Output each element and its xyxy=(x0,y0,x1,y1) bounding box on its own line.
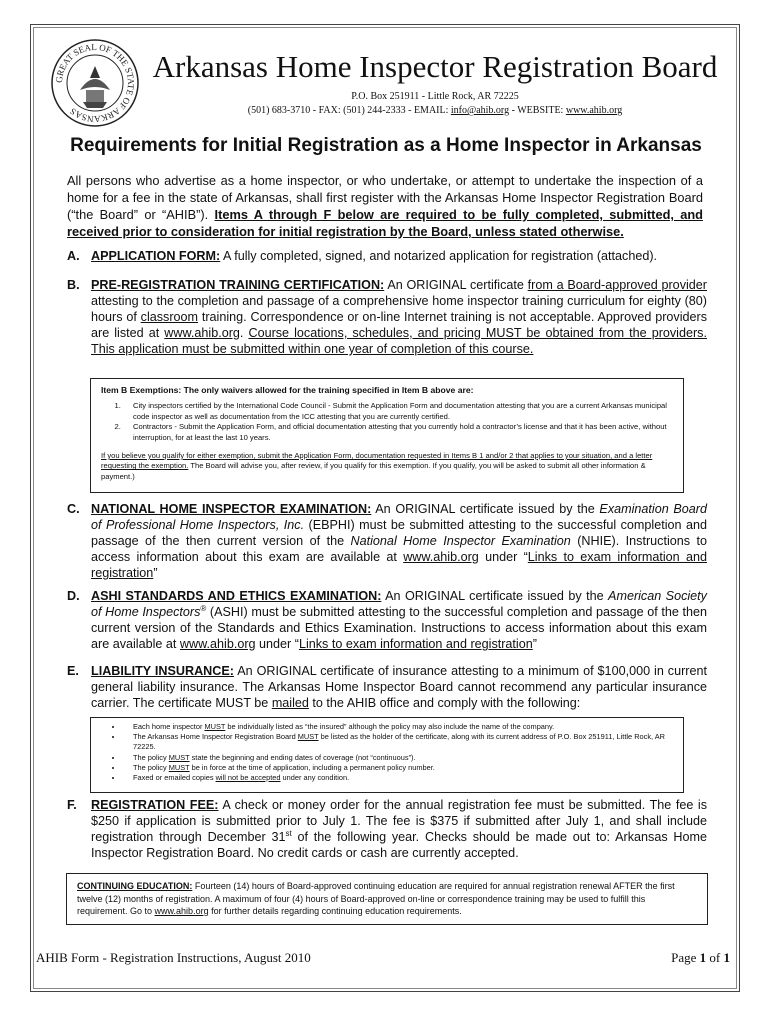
item-text-underlined: Course locations, schedules, and pricing MUST be obtained from the providers. This application must be submitted within one year of completion of this course. xyxy=(91,326,707,356)
item-text: training. Correspondence or on-line Internet training is not acceptable. Approved providers are listed at xyxy=(91,310,707,340)
item-text: A fully completed, signed, and notarized application for registration (attached). xyxy=(220,249,658,263)
exam-info-link[interactable]: Links to exam information and registration xyxy=(91,550,707,580)
insurance-requirements-box xyxy=(90,717,684,793)
website-link[interactable]: www.ahib.org xyxy=(403,550,479,564)
website-link[interactable]: www.ahib.org xyxy=(179,637,256,651)
item-text: An ORIGINAL certificate of insurance attesting to a minimum of $100,000 in current general liability insurance. The Arkansas Home Inspector Board cannot recommend any particular insurance carrier. The certificate MUST be xyxy=(91,664,707,710)
item-text: ” xyxy=(532,637,537,651)
list-item: • The Arkansas Home Inspector Registration Board MUST be listed as the holder of the certificate, along with its current address of P.O. Box 251911, Little Rock, AR 72225. xyxy=(123,732,675,752)
item-c xyxy=(67,501,707,581)
intro-text: All persons who advertise as a home inspector, or who undertake, or attempt to undertake the inspection of a home for a fee in the state of Arkansas, shall first register with the Arkansas Home Inspector Registration Board (“the Board” or “AHIB”). xyxy=(67,173,703,222)
item-e xyxy=(67,663,707,711)
website-link[interactable]: www.ahib.org xyxy=(565,105,623,116)
item-text: (NHIE). Instructions to access information about this exam are available at xyxy=(91,534,707,564)
item-text: . xyxy=(239,326,249,340)
item-label: LIABILITY INSURANCE: xyxy=(91,664,234,678)
intro-emphasis: Items A through F below are required to be fully completed, submitted, and received prior to consideration for initial registration by the Board, unless stated otherwise. xyxy=(67,207,703,239)
list-item: • The policy MUST state the beginning and ending dates of coverage (not “continuous”). xyxy=(123,753,675,763)
item-b xyxy=(67,277,707,357)
item-letter: C. xyxy=(67,502,80,516)
exemptions-list xyxy=(101,401,673,443)
item-label: APPLICATION FORM: xyxy=(91,249,221,263)
contact-mid: - WEBSITE: xyxy=(509,105,566,116)
item-label: NATIONAL HOME INSPECTOR EXAMINATION: xyxy=(91,502,372,516)
item-text: (ASHI) must be submitted attesting to the successful completion and passage of the then current version of the Standards and Ethics Examination. Instructions to access information about this exam are available at xyxy=(91,605,707,651)
footer-page-number: Page 1 of 1 xyxy=(671,950,730,965)
item-label: PRE-REGISTRATION TRAINING CERTIFICATION: xyxy=(91,278,385,292)
item-text: (EBPHI) must be submitted attesting to the successful completion and passage of the then current version of the xyxy=(91,518,707,548)
registered-mark: ® xyxy=(200,603,207,613)
item-text: An ORIGINAL certificate issued by the xyxy=(371,502,600,516)
item-label: ASHI STANDARDS AND ETHICS EXAMINATION: xyxy=(91,589,382,603)
website-link[interactable]: www.ahib.org xyxy=(164,326,240,340)
item-text: An ORIGINAL certificate xyxy=(384,278,528,292)
item-letter: A. xyxy=(67,249,80,263)
item-text: of the following year. Checks should be made out to: Arkansas Home Inspector Registration Board. No credit cards or cash are currently accepted. xyxy=(91,830,708,860)
ce-text: Fourteen (14) hours of Board-approved continuing education are required for annual registration renewal AFTER the first twelve (12) months of registration. A maximum of four (4) hours of Board-approved on-line or correspondence training may be used to fulfill this requirement. Go to xyxy=(77,881,675,916)
item-text-italic: Examination Board of Professional Home Inspectors, Inc. xyxy=(91,502,707,532)
ordinal-suffix: st xyxy=(285,828,292,838)
exemptions-box xyxy=(90,378,684,493)
address-line: P.O. Box 251911 - Little Rock, AR 72225 xyxy=(351,91,519,102)
exam-info-link[interactable]: Links to exam information and registration xyxy=(298,637,533,651)
contact-line xyxy=(150,104,720,118)
continuing-education-box xyxy=(66,873,708,925)
exemptions-note-underlined: If you believe you qualify for either exemption, submit the Application Form, documentation requested in Items B 1 and/or 2 that applies to your situation, and a letter requesting the exemption. xyxy=(101,451,653,471)
item-text: under “ xyxy=(478,550,528,564)
website-link[interactable]: www.ahib.org xyxy=(154,906,209,916)
item-text-italic: National Home Inspector Examination xyxy=(350,534,571,548)
intro-paragraph xyxy=(67,172,703,240)
item-text-underlined: from a Board-approved provider xyxy=(527,278,707,292)
item-text: An ORIGINAL certificate issued by the xyxy=(381,589,609,603)
item-text-underlined: mailed xyxy=(271,696,309,710)
email-link[interactable]: info@ahib.org xyxy=(450,105,510,116)
exemptions-title: Item B Exemptions: The only waivers allowed for the training specified in Item B above are: xyxy=(101,385,474,395)
svg-text:GREAT SEAL OF THE STATE OF ARK: GREAT SEAL OF THE STATE OF ARKANSAS xyxy=(53,41,137,125)
list-item: • Each home inspector MUST be individually listed as “the insured” although the policy may also include the name of the company. xyxy=(123,722,675,732)
board-title: Arkansas Home Inspector Registration Board xyxy=(152,49,718,84)
insurance-list xyxy=(105,722,675,783)
contact-prefix: (501) 683-3710 - FAX: (501) 244-2333 - EMAIL: xyxy=(247,105,451,116)
page-heading: Requirements for Initial Registration as a Home Inspector in Arkansas xyxy=(70,135,702,156)
item-letter: B. xyxy=(67,278,80,292)
exemptions-note-text: The Board will advise you, after review, if you qualify for this exemption. If you qualify, you will be asked to submit all other information & payment.) xyxy=(101,461,646,481)
item-d xyxy=(67,588,707,652)
list-item: • Faxed or emailed copies will not be accepted under any condition. xyxy=(123,773,675,783)
item-text: under “ xyxy=(255,637,299,651)
ce-label: CONTINUING EDUCATION: xyxy=(77,881,193,891)
item-a xyxy=(67,248,707,264)
board-address xyxy=(150,90,720,118)
item-label: REGISTRATION FEE: xyxy=(91,798,219,812)
item-letter: E. xyxy=(67,664,79,678)
item-letter: D. xyxy=(67,589,80,603)
list-item: 1. City inspectors certified by the International Code Council - Submit the Application Form and documentation attesting that you are a current Arkansas municipal code inspector as well as documentation from the ICC attesting that you are currently certified. xyxy=(123,401,673,422)
exemptions-note xyxy=(101,451,673,482)
item-text-underlined: classroom xyxy=(140,310,199,324)
state-seal-logo xyxy=(50,38,140,128)
item-text: to the AHIB office and comply with the following: xyxy=(308,696,581,710)
item-text-italic: American Society of Home Inspectors xyxy=(91,589,707,619)
ce-text: for further details regarding continuing education requirements. xyxy=(208,906,462,916)
list-item: • The policy MUST be in force at the time of application, including a permanent policy number. xyxy=(123,763,675,773)
item-letter: F. xyxy=(67,798,77,812)
footer-form-name: AHIB Form - Registration Instructions, August 2010 xyxy=(36,950,311,965)
item-text: attesting to the completion and passage of a comprehensive home inspector training curriculum for eighty (80) hours of xyxy=(91,294,707,324)
item-text: ” xyxy=(153,566,158,580)
item-f xyxy=(67,797,707,861)
list-item: 2. Contractors - Submit the Application Form, and official documentation attesting that you currently hold a contractor’s license and that it has been active, without interruption, for at least the last 10 years. xyxy=(123,422,673,443)
item-text: A check or money order for the annual registration fee must be submitted. The fee is $250 if application is submitted prior to July 1. The fee is $375 if submitted after July 1, and shall include registration through December 31 xyxy=(91,798,707,844)
